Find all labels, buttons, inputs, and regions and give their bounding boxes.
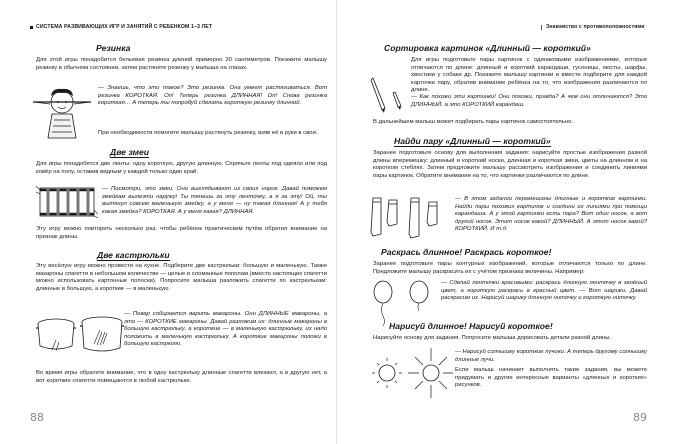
section-title-dve-kastryulki: Две кастрюльки <box>97 250 170 260</box>
page-number-left: 88 <box>30 411 44 424</box>
suns-illustration <box>367 346 453 400</box>
raskras-intro: Заранее подготовьте пары контурных изображений, которые отличаются только по длине. Предложите малышу раскрасить их с учётом признака величины. Например: <box>373 261 647 275</box>
dve-zmei-dialog: — Посмотри, это змеи. Они выглядывают из своих норок. Давай поможем змейкам вылезти наружу! Ты тянешь за эту ленточку, а я за эту! Ой, ты вытянул совсем маленькую змейку, а у меня — ну такая длинная! А у тебя какая змейка? КОРОТКАЯ. А у меня какая? ДЛИННАЯ. <box>102 186 327 215</box>
pencils-illustration <box>367 74 407 114</box>
section-title-sortirovka: Сортировка картинок «Длинный — короткий» <box>384 43 591 53</box>
blanket-with-ribbons-illustration <box>36 182 98 222</box>
section-title-narisuy: Нарисуй длинное! Нарисуй короткое! <box>389 321 553 331</box>
rezinka-dialog: — Знаешь, что это такое? Это резинка. Она умеет растягиваться. Вот резинка КОРОТКАЯ. Оп! Теперь резинка ДЛИННАЯ! Оп! Снова резинка короткая… А теперь ты попробуй сделать короткую резинку длинной. <box>98 85 327 106</box>
socks-illustration <box>367 196 453 244</box>
two-pots-with-spaghetti-illustration <box>34 310 126 356</box>
naidi-paru-dialog: — В этом задании перемешаны длинные и короткие картинки. Найди пары похожих картинок и соедини их линиями при помощи карандаша. А у этой картинки есть пара? Вот один носок, а вот другой носок. Этот носок какой? ДЛИННЫЙ. А этот носок какой? КОРОТКИЙ. И т.д. <box>455 196 647 232</box>
dve-kastryulki-outro: Во время игры обратите внимание, что в одну кастрюльку длинные спагетти влезают, а в другую нет, а вот короткие спагетти помещаются в любой кастрюльке. <box>36 370 327 384</box>
section-title-rezinka: Резинка <box>96 43 131 53</box>
dve-kastryulki-intro: Эту весёлую игру можно провести на кухне. Подберите две кастрюльки: большую и маленькую. Также макароны спагетти в небольшом количестве — целые и сломанные пополам (вместо настоящих спагетти можно использовать картонные полоски). Попросите малыша разложить спагетти по кастрюлькам: длинные в большую, а короткие — в маленькую. <box>36 263 327 292</box>
header-separator <box>541 25 542 30</box>
running-header-right <box>537 24 645 30</box>
dve-zmei-intro: Для игры понадобятся две ленты: одну короткую, другую длинную. Спрячьте ленты под одеяло или под ковёр на полу, оставив видным у каждой только один край. <box>36 161 327 175</box>
running-header-text: СИСТЕМА РАЗВИВАЮЩИХ ИГР И ЗАНЯТИЙ С РЕБЕНКОМ 1–3 ЛЕТ <box>36 24 213 30</box>
rezinka-intro: Для этой игры понадобится бельевая резинка длиной примерно 20 сантиметров. Покажите малышу резинку в обычном состоянии, затем растяните резинку у малыша на глазах. <box>36 57 327 71</box>
right-page <box>337 0 674 444</box>
child-stretching-elastic-illustration <box>30 82 94 140</box>
section-title-raskras: Раскрась длинное! Раскрась короткое! <box>381 247 552 257</box>
sortirovka-dialog: — Как похожи эти картинки! Они похожи, правда? А чем они отличаются? Это ДЛИННЫЙ, а это КОРОТКИЙ карандаш. <box>411 94 647 108</box>
square-bullet-icon <box>30 26 33 29</box>
page-number-right: 89 <box>633 411 647 424</box>
raskras-dialog: — Сделай ленточки красивыми: раскрась длинную ленточку в зелёный цвет, а короткую раскрась в красный цвет. — Вот шарики. Давай раскрасим их. Нарисуй шарику длинную ниточку и короткую ниточку. <box>441 280 647 301</box>
narisuy-intro: Нарисуйте основу для задания. Попросите малыша дорисовать детали разной длины. <box>373 335 612 341</box>
rezinka-outro: При необходимости помогите малышу растянуть резинку, взяв её в руки в свои. <box>98 130 318 136</box>
section-title-dve-zmei: Две змеи <box>110 147 150 157</box>
running-header <box>30 24 212 30</box>
section-title-naidi-paru: Найди пару «Длинный — короткий» <box>394 136 551 146</box>
dve-zmei-outro: Эту игру можно повторить несколько раз, чтобы ребёнок практическим путём обратил внимание на признак длины. <box>36 226 327 240</box>
dve-kastryulki-dialog: — Повар собирается варить макароны. Они ДЛИННЫЕ макароны, а это — КОРОТКИЕ макароны. Давай разложим их: длинные макароны в большую кастрюльку, а короткие — в маленькую кастрюльку, их надо положить в маленькую кастрюльку. А короткие макароны положи в большую кастрюлю. <box>124 311 327 347</box>
naidi-paru-intro: Заранее подготовьте основу для выполнения задания: нарисуйте простые изображения разной длины вперемешку: длинный и короткий носки, длинная и короткая змеи, цветы на длинном и на коротком стеблях. Затем предложите малышу рассмотреть изображения и соединить линиями пары картинок. Обратите внимание на то, что картинки различаются по длине. <box>373 150 647 179</box>
narisuy-dialog: — Нарисуй солнышку короткие лучики. А теперь другому солнышку длинные лучи. <box>455 349 647 363</box>
narisuy-outro: Если малыш начинает выполнять такие задания, вы можете придумать и другие интересные варианты «длинных и коротких» рисунков. <box>455 367 647 388</box>
running-header-right-text: Знакомство с противоположностями <box>546 24 645 30</box>
sortirovka-outro: В дальнейшем малыш может подбирать пары картинок самостоятельно. <box>373 119 573 125</box>
sortirovka-intro: Для игры подготовьте пары картинок с одинаковыми изображениями, которые отличаются по длине: длинный и короткий карандаши, гусеницы, мосты, шарфы, хвостики у собаки др. Покажите малышу картинки и вместе подберите для каждой карточки пару, обратив внимание ребёнка на то, что изображения различаются по длине. <box>411 57 647 93</box>
